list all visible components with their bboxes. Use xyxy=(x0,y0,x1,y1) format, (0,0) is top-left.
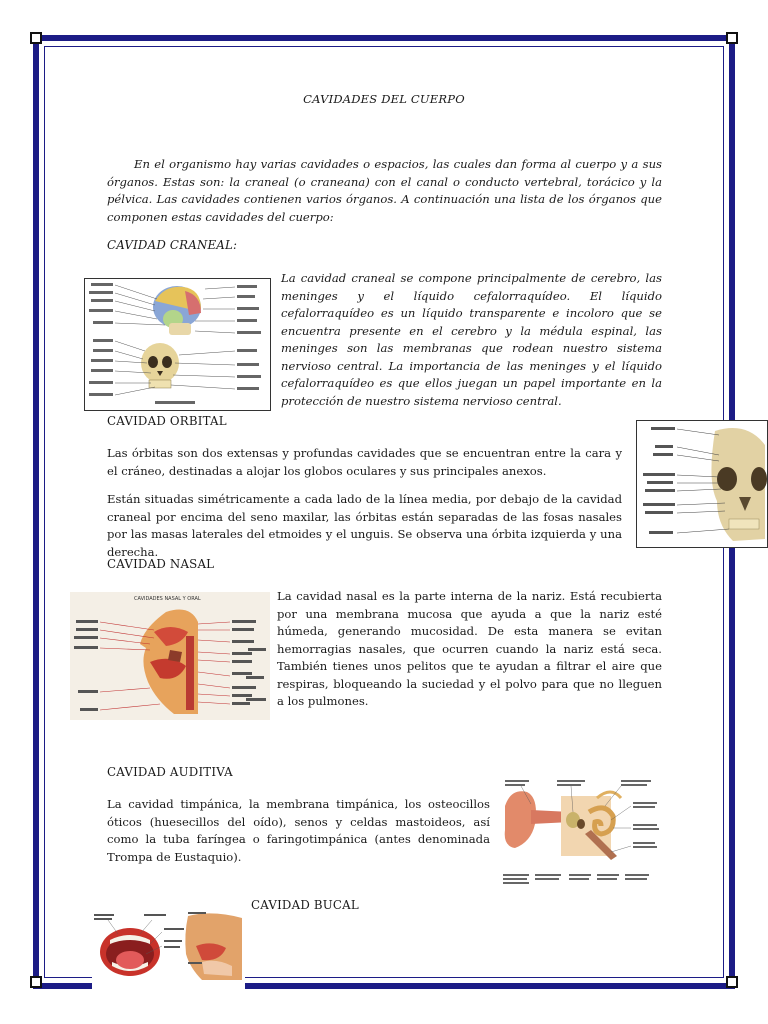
oral-cavity-image xyxy=(92,910,245,1018)
border-corner-top-left xyxy=(30,32,42,44)
document-title: CAVIDADES DEL CUERPO xyxy=(303,92,465,106)
intro-paragraph: En el organismo hay varias cavidades o espacios, las cuales dan forma al cuerpo y a sus órganos. Estas son: la craneal (o craneana) con el canal o conducto vertebral, torácico y la pélvica. Las cavidades contienen varios órganos. A continuación una lista de los órganos que componen estas cavidades del cuerpo: xyxy=(107,157,662,224)
nasal-paragraph: La cavidad nasal es la parte interna de la nariz. Está recubierta por una membrana mucosa que ayuda a que la nariz esté húmeda, generando mucosidad. De esta manera se evitan hemorragias nasales, que ocurren cuando la nariz está seca. También tienes unos pelitos que te ayudan a filtrar el aire que respiras, bloqueando la suciedad y el polvo para que no lleguen a los pulmones. xyxy=(277,589,662,708)
heading-cavidad-nasal: CAVIDAD NASAL xyxy=(107,557,215,571)
border-corner-bottom-right xyxy=(726,976,738,988)
ear-anatomy-image xyxy=(501,776,664,898)
orbital-paragraph-2: Están situadas simétricamente a cada lado de la línea media, por debajo de la cavidad craneal por encima del seno maxilar, las órbitas están separadas de las fosas nasales por las masas laterales del etmoides y el unguis. Se observa una órbita izquierda y una derecha. xyxy=(107,492,622,559)
nasal-figure-caption: CAVIDADES NASAL Y ORAL xyxy=(134,596,201,602)
orbital-skull-image xyxy=(636,420,768,548)
craneal-paragraph: La cavidad craneal se compone principalmente de cerebro, las meninges y el líquido cefalorraquídeo. El líquido cefalorraquídeo es un líquido transparente e incoloro que se encuentra presente en el cerebro y la médula espinal, las meninges son las membranas que rodean nuestro sistema nervioso central. La importancia de las meninges y el líquido cefalorraquídeo es que ellos juegan un papel importante en la protección de nuestro sistema nervioso central. xyxy=(281,271,662,408)
orbital-paragraph-1: Las órbitas son dos extensas y profundas cavidades que se encuentran entre la cara y el cráneo, destinadas a alojar los globos oculares y sus principales anexos. xyxy=(107,446,622,478)
border-corner-bottom-left xyxy=(30,976,42,988)
border-corner-top-right xyxy=(726,32,738,44)
skull-diagram-image xyxy=(84,278,271,411)
heading-cavidad-bucal: CAVIDAD BUCAL xyxy=(251,898,359,912)
nasal-oral-cavity-image xyxy=(70,592,270,720)
heading-cavidad-auditiva: CAVIDAD AUDITIVA xyxy=(107,765,233,779)
heading-cavidad-orbital: CAVIDAD ORBITAL xyxy=(107,414,227,428)
auditiva-paragraph: La cavidad timpánica, la membrana timpánica, los osteocillos óticos (huesecillos del oído), senos y celdas mastoideos, así como la tuba faríngea o faringotimpánica (antes denominada Trompa de Eustaquio). xyxy=(107,797,490,864)
heading-cavidad-craneal: CAVIDAD CRANEAL: xyxy=(107,238,238,252)
